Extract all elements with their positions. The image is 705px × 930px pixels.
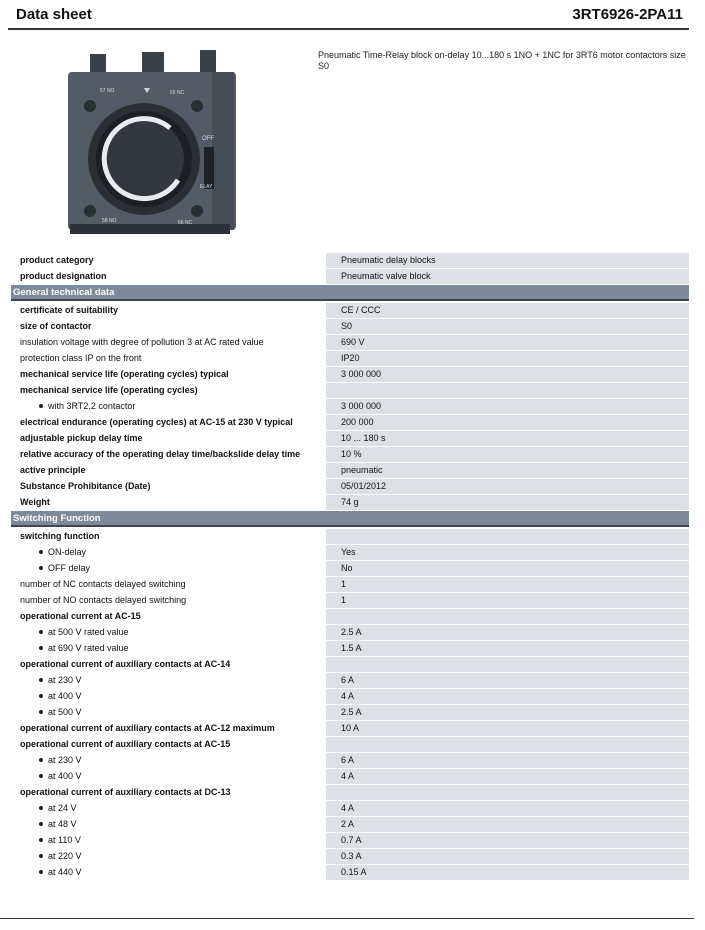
spec-row [11,399,689,415]
bullet-icon [39,822,43,826]
spec-key [11,399,310,414]
spec-key [11,253,310,268]
spec-row [11,865,689,881]
spec-row [11,577,689,593]
spec-value [326,529,689,544]
spec-value: 2 A [326,817,689,832]
spec-key-text: certificate of suitability [20,305,119,315]
spec-key [11,689,310,704]
spec-key [11,335,310,350]
spec-key [11,721,310,736]
spec-key-text: number of NC contacts delayed switching [20,579,186,589]
spec-row [11,431,689,447]
spec-value [326,609,689,624]
spec-key [11,383,310,398]
spec-key-text: product category [20,255,94,265]
spec-key-text: product designation [20,271,107,281]
spec-row [11,593,689,609]
spec-key [11,351,310,366]
spec-value: 2.5 A [326,705,689,720]
spec-row [11,737,689,753]
spec-key-text: OFF delay [48,563,91,573]
product-code: 3RT6926-2PA11 [572,6,683,23]
spec-key [11,641,310,656]
spec-key [11,593,310,608]
spec-key [11,431,310,446]
spec-row [11,801,689,817]
spec-key [11,769,310,784]
spec-key-text: at 690 V rated value [48,643,129,653]
spec-key [11,785,310,800]
spec-key [11,545,310,560]
bullet-icon [39,710,43,714]
bullet-icon [39,806,43,810]
page-header [8,0,689,30]
spec-row [11,625,689,641]
spec-key-text: at 400 V [48,771,82,781]
spec-row [11,319,689,335]
spec-value [326,785,689,800]
spec-key [11,447,310,462]
spec-key [11,865,310,880]
photo-label-tl: 57 NO [100,88,115,94]
spec-key [11,529,310,544]
spec-key [11,753,310,768]
product-photo [62,44,240,240]
spec-key-text: number of NO contacts delayed switching [20,595,187,605]
spec-value: 10 ... 180 s [326,431,689,446]
spec-key [11,561,310,576]
spec-row [11,335,689,351]
spec-value: IP20 [326,351,689,366]
photo-label-relay: ELAY [200,184,213,190]
spec-row [11,769,689,785]
product-description: Pneumatic Time-Relay block on-delay 10...180 s 1NO + 1NC for 3RT6 motor contactors size S0 [318,50,686,71]
photo-label-tr: 65 NC [170,90,185,96]
spec-key [11,657,310,672]
spec-value [326,657,689,672]
spec-row [11,689,689,705]
spec-row [11,463,689,479]
spec-row [11,415,689,431]
spec-value: CE / CCC [326,303,689,318]
spec-value: 4 A [326,689,689,704]
bullet-icon [39,694,43,698]
spec-key-text: at 500 V rated value [48,627,129,637]
spec-key [11,673,310,688]
spec-row [11,641,689,657]
spec-row [11,753,689,769]
bullet-icon [39,854,43,858]
spec-row [11,657,689,673]
spec-key-text: electrical endurance (operating cycles) at AC-15 at 230 V typical [20,417,293,427]
photo-label-bl: 58 NO [102,218,117,224]
spec-row [11,495,689,511]
bullet-icon [39,646,43,650]
spec-value: 3 000 000 [326,367,689,382]
spec-value: No [326,561,689,576]
spec-row [11,817,689,833]
bullet-icon [39,870,43,874]
spec-key-text: operational current of auxiliary contacts at DC-13 [20,787,231,797]
spec-key-text: Substance Prohibitance (Date) [20,481,151,491]
spec-key [11,625,310,640]
spec-key-text: operational current of auxiliary contacts at AC-14 [20,659,231,669]
spec-key-text: at 440 V [48,867,82,877]
spec-row [11,833,689,849]
spec-key [11,705,310,720]
spec-key-text: insulation voltage with degree of pollution 3 at AC rated value [20,337,264,347]
spec-key-text: at 24 V [48,803,77,813]
spec-key-text: ON-delay [48,547,87,557]
spec-value: 2.5 A [326,625,689,640]
spec-value: 1 [326,593,689,608]
spec-value: Pneumatic valve block [326,269,689,284]
spec-key [11,463,310,478]
spec-key [11,801,310,816]
spec-value: 05/01/2012 [326,479,689,494]
bullet-icon [39,758,43,762]
spec-value: 74 g [326,495,689,510]
spec-row [11,545,689,561]
spec-key [11,303,310,318]
spec-value: 4 A [326,801,689,816]
spec-value: 1.5 A [326,641,689,656]
spec-key-text: at 230 V [48,675,82,685]
spec-key [11,737,310,752]
spec-row [11,561,689,577]
spec-key [11,817,310,832]
spec-value: 3 000 000 [326,399,689,414]
spec-table [11,253,689,881]
spec-key [11,269,310,284]
spec-row [11,705,689,721]
spec-key-text: at 110 V [48,835,81,845]
spec-key-text: Weight [20,497,50,507]
spec-key-text: size of contactor [20,321,92,331]
spec-value: 690 V [326,335,689,350]
spec-value: 10 A [326,721,689,736]
spec-row [11,479,689,495]
bullet-icon [39,838,43,842]
spec-key-text: at 500 V [48,707,82,717]
spec-value: 0.7 A [326,833,689,848]
spec-row [11,609,689,625]
spec-key [11,609,310,624]
spec-key-text: active principle [20,465,86,475]
bullet-icon [39,404,43,408]
spec-row [11,673,689,689]
spec-value: 1 [326,577,689,592]
spec-value: 6 A [326,753,689,768]
spec-key-text: protection class IP on the front [20,353,142,363]
spec-key-text: at 48 V [48,819,77,829]
spec-key-text: operational current at AC-15 [20,611,141,621]
spec-value [326,383,689,398]
spec-value [326,737,689,752]
spec-key [11,319,310,334]
spec-row [11,785,689,801]
spec-row [11,351,689,367]
section-header: Switching Function [11,511,689,527]
spec-row [11,529,689,545]
spec-key-text: relative accuracy of the operating delay time/backslide delay time [20,449,301,459]
spec-row [11,849,689,865]
spec-key [11,479,310,494]
spec-value: 0.3 A [326,849,689,864]
spec-key-text: mechanical service life (operating cycles) typical [20,369,229,379]
bullet-icon [39,630,43,634]
bullet-icon [39,678,43,682]
spec-row [11,447,689,463]
spec-key-text: switching function [20,531,100,541]
spec-row [11,367,689,383]
bullet-icon [39,566,43,570]
spec-key-text: at 230 V [48,755,82,765]
spec-key [11,415,310,430]
spec-value: 0.15 A [326,865,689,880]
spec-key-text: mechanical service life (operating cycles) [20,385,198,395]
spec-value: 10 % [326,447,689,462]
spec-key [11,577,310,592]
spec-value: Pneumatic delay blocks [326,253,689,268]
spec-row [11,269,689,285]
spec-key-text: adjustable pickup delay time [20,433,143,443]
spec-value: 4 A [326,769,689,784]
spec-value: Yes [326,545,689,560]
spec-key [11,833,310,848]
spec-key-text: at 220 V [48,851,82,861]
page-title: Data sheet [16,6,92,23]
footer-divider [0,918,694,919]
spec-row [11,383,689,399]
spec-value: pneumatic [326,463,689,478]
section-header: General technical data [11,285,689,301]
spec-key [11,849,310,864]
bullet-icon [39,774,43,778]
photo-label-off: OFF [202,136,214,142]
spec-key [11,367,310,382]
spec-key [11,495,310,510]
spec-row [11,253,689,269]
spec-value: 6 A [326,673,689,688]
spec-key-text: with 3RT2.2 contactor [48,401,136,411]
spec-row [11,303,689,319]
spec-key-text: operational current of auxiliary contacts at AC-12 maximum [20,723,275,733]
spec-row [11,721,689,737]
bullet-icon [39,550,43,554]
spec-key-text: at 400 V [48,691,82,701]
spec-key-text: operational current of auxiliary contacts at AC-15 [20,739,231,749]
photo-label-br: 66 NC [178,220,193,226]
spec-value: S0 [326,319,689,334]
spec-value: 200 000 [326,415,689,430]
